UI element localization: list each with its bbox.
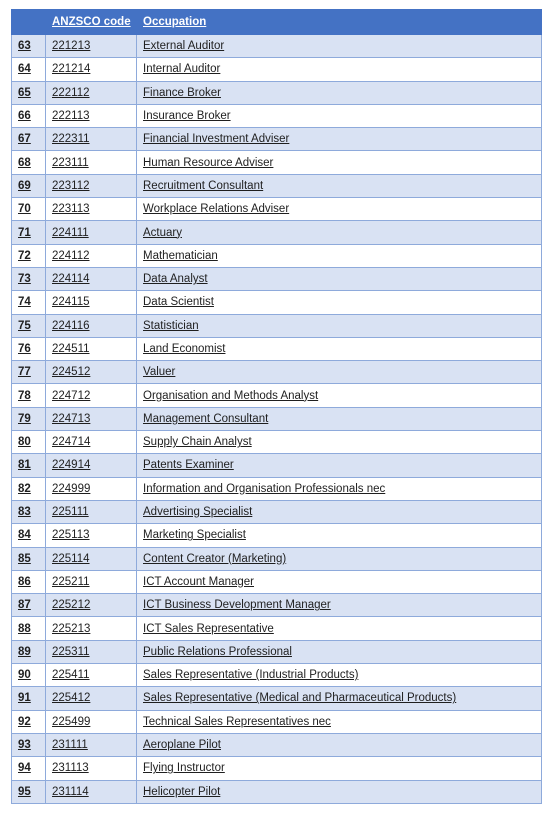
anzsco-code-link[interactable]: 224114 xyxy=(46,267,137,290)
occupation-link[interactable]: Insurance Broker xyxy=(137,104,542,127)
table-row xyxy=(12,384,542,407)
row-number: 77 xyxy=(12,361,46,384)
row-number: 93 xyxy=(12,733,46,756)
occupation-link[interactable]: Data Scientist xyxy=(137,291,542,314)
occupation-link[interactable]: Financial Investment Adviser xyxy=(137,128,542,151)
anzsco-code-link[interactable]: 224115 xyxy=(46,291,137,314)
row-number: 70 xyxy=(12,198,46,221)
row-number: 67 xyxy=(12,128,46,151)
anzsco-code-link[interactable]: 223111 xyxy=(46,151,137,174)
row-number: 88 xyxy=(12,617,46,640)
header-number xyxy=(12,10,46,35)
anzsco-code-link[interactable]: 224714 xyxy=(46,431,137,454)
row-number: 87 xyxy=(12,594,46,617)
occupation-link[interactable]: Aeroplane Pilot xyxy=(137,733,542,756)
anzsco-code-link[interactable]: 222311 xyxy=(46,128,137,151)
row-number: 83 xyxy=(12,500,46,523)
anzsco-code-link[interactable]: 222112 xyxy=(46,81,137,104)
row-number: 91 xyxy=(12,687,46,710)
occupation-link[interactable]: ICT Sales Representative xyxy=(137,617,542,640)
anzsco-code-link[interactable]: 231114 xyxy=(46,780,137,803)
table-row xyxy=(12,780,542,803)
anzsco-code-link[interactable]: 224511 xyxy=(46,337,137,360)
table-row xyxy=(12,244,542,267)
table-row xyxy=(12,431,542,454)
table-row xyxy=(12,267,542,290)
table-row xyxy=(12,337,542,360)
anzsco-code-link[interactable]: 222113 xyxy=(46,104,137,127)
occupation-link[interactable]: Human Resource Adviser xyxy=(137,151,542,174)
row-number: 75 xyxy=(12,314,46,337)
occupation-table-container xyxy=(11,9,541,804)
row-number: 80 xyxy=(12,431,46,454)
table-row xyxy=(12,664,542,687)
row-number: 72 xyxy=(12,244,46,267)
row-number: 86 xyxy=(12,570,46,593)
table-row xyxy=(12,757,542,780)
anzsco-code-link[interactable]: 225114 xyxy=(46,547,137,570)
anzsco-code-link[interactable]: 225113 xyxy=(46,524,137,547)
occupation-link[interactable]: Data Analyst xyxy=(137,267,542,290)
occupation-link[interactable]: Sales Representative (Medical and Pharmaceutical Products) xyxy=(137,687,542,710)
row-number: 74 xyxy=(12,291,46,314)
table-row xyxy=(12,617,542,640)
table-row xyxy=(12,477,542,500)
row-number: 90 xyxy=(12,664,46,687)
anzsco-code-link[interactable]: 224713 xyxy=(46,407,137,430)
table-row xyxy=(12,570,542,593)
occupation-link[interactable]: External Auditor xyxy=(137,35,542,58)
anzsco-code-link[interactable]: 231111 xyxy=(46,733,137,756)
table-row xyxy=(12,291,542,314)
row-number: 81 xyxy=(12,454,46,477)
anzsco-code-link[interactable]: 224116 xyxy=(46,314,137,337)
header-anzsco-code: ANZSCO code xyxy=(46,10,137,35)
table-row xyxy=(12,81,542,104)
table-row xyxy=(12,35,542,58)
occupation-link[interactable]: Workplace Relations Adviser xyxy=(137,198,542,221)
occupation-link[interactable]: Advertising Specialist xyxy=(137,500,542,523)
header-row xyxy=(12,10,542,35)
occupation-link[interactable]: Helicopter Pilot xyxy=(137,780,542,803)
table-row xyxy=(12,314,542,337)
occupation-link[interactable]: Actuary xyxy=(137,221,542,244)
occupation-link[interactable]: Content Creator (Marketing) xyxy=(137,547,542,570)
row-number: 89 xyxy=(12,640,46,663)
anzsco-code-link[interactable]: 225411 xyxy=(46,664,137,687)
table-row xyxy=(12,128,542,151)
anzsco-code-link[interactable]: 224111 xyxy=(46,221,137,244)
table-row xyxy=(12,221,542,244)
occupation-link[interactable]: Mathematician xyxy=(137,244,542,267)
occupation-link[interactable]: ICT Account Manager xyxy=(137,570,542,593)
table-row xyxy=(12,733,542,756)
row-number: 79 xyxy=(12,407,46,430)
occupation-link[interactable]: Supply Chain Analyst xyxy=(137,431,542,454)
row-number: 76 xyxy=(12,337,46,360)
occupation-table xyxy=(11,9,542,804)
occupation-link[interactable]: Internal Auditor xyxy=(137,58,542,81)
occupation-link[interactable]: Marketing Specialist xyxy=(137,524,542,547)
row-number: 84 xyxy=(12,524,46,547)
occupation-link[interactable]: Management Consultant xyxy=(137,407,542,430)
anzsco-code-link[interactable]: 225311 xyxy=(46,640,137,663)
table-row xyxy=(12,104,542,127)
occupation-link[interactable]: Statistician xyxy=(137,314,542,337)
anzsco-code-link[interactable]: 224512 xyxy=(46,361,137,384)
anzsco-code-link[interactable]: 224712 xyxy=(46,384,137,407)
occupation-link[interactable]: Organisation and Methods Analyst xyxy=(137,384,542,407)
row-number: 82 xyxy=(12,477,46,500)
occupation-link[interactable]: Recruitment Consultant xyxy=(137,174,542,197)
table-row xyxy=(12,687,542,710)
row-number: 66 xyxy=(12,104,46,127)
row-number: 95 xyxy=(12,780,46,803)
table-row xyxy=(12,454,542,477)
row-number: 64 xyxy=(12,58,46,81)
occupation-link[interactable]: Patents Examiner xyxy=(137,454,542,477)
anzsco-code-link[interactable]: 224112 xyxy=(46,244,137,267)
table-row xyxy=(12,151,542,174)
table-row xyxy=(12,198,542,221)
row-number: 63 xyxy=(12,35,46,58)
occupation-link[interactable]: Public Relations Professional xyxy=(137,640,542,663)
occupation-link[interactable]: Valuer xyxy=(137,361,542,384)
anzsco-code-link[interactable]: 225211 xyxy=(46,570,137,593)
anzsco-code-link[interactable]: 225499 xyxy=(46,710,137,733)
table-row xyxy=(12,58,542,81)
row-number: 69 xyxy=(12,174,46,197)
anzsco-code-link[interactable]: 221213 xyxy=(46,35,137,58)
table-row xyxy=(12,594,542,617)
table-row xyxy=(12,640,542,663)
occupation-link[interactable]: Land Economist xyxy=(137,337,542,360)
header-occupation: Occupation xyxy=(137,10,542,35)
row-number: 65 xyxy=(12,81,46,104)
occupation-link[interactable]: Flying Instructor xyxy=(137,757,542,780)
anzsco-code-link[interactable]: 231113 xyxy=(46,757,137,780)
row-number: 94 xyxy=(12,757,46,780)
row-number: 92 xyxy=(12,710,46,733)
anzsco-code-link[interactable]: 225212 xyxy=(46,594,137,617)
anzsco-code-link[interactable]: 224999 xyxy=(46,477,137,500)
occupation-link[interactable]: ICT Business Development Manager xyxy=(137,594,542,617)
anzsco-code-link[interactable]: 224914 xyxy=(46,454,137,477)
table-row xyxy=(12,524,542,547)
occupation-link[interactable]: Information and Organisation Professionals nec xyxy=(137,477,542,500)
anzsco-code-link[interactable]: 225412 xyxy=(46,687,137,710)
table-header xyxy=(12,10,542,35)
row-number: 71 xyxy=(12,221,46,244)
row-number: 78 xyxy=(12,384,46,407)
row-number: 73 xyxy=(12,267,46,290)
anzsco-code-link[interactable]: 225111 xyxy=(46,500,137,523)
row-number: 85 xyxy=(12,547,46,570)
table-row xyxy=(12,174,542,197)
occupation-link[interactable]: Sales Representative (Industrial Products) xyxy=(137,664,542,687)
table-row xyxy=(12,500,542,523)
table-row xyxy=(12,547,542,570)
table-row xyxy=(12,710,542,733)
anzsco-code-link[interactable]: 221214 xyxy=(46,58,137,81)
occupation-link[interactable]: Technical Sales Representatives nec xyxy=(137,710,542,733)
anzsco-code-link[interactable]: 223113 xyxy=(46,198,137,221)
anzsco-code-link[interactable]: 223112 xyxy=(46,174,137,197)
anzsco-code-link[interactable]: 225213 xyxy=(46,617,137,640)
row-number: 68 xyxy=(12,151,46,174)
table-row xyxy=(12,407,542,430)
table-row xyxy=(12,361,542,384)
table-body xyxy=(12,35,542,804)
occupation-link[interactable]: Finance Broker xyxy=(137,81,542,104)
